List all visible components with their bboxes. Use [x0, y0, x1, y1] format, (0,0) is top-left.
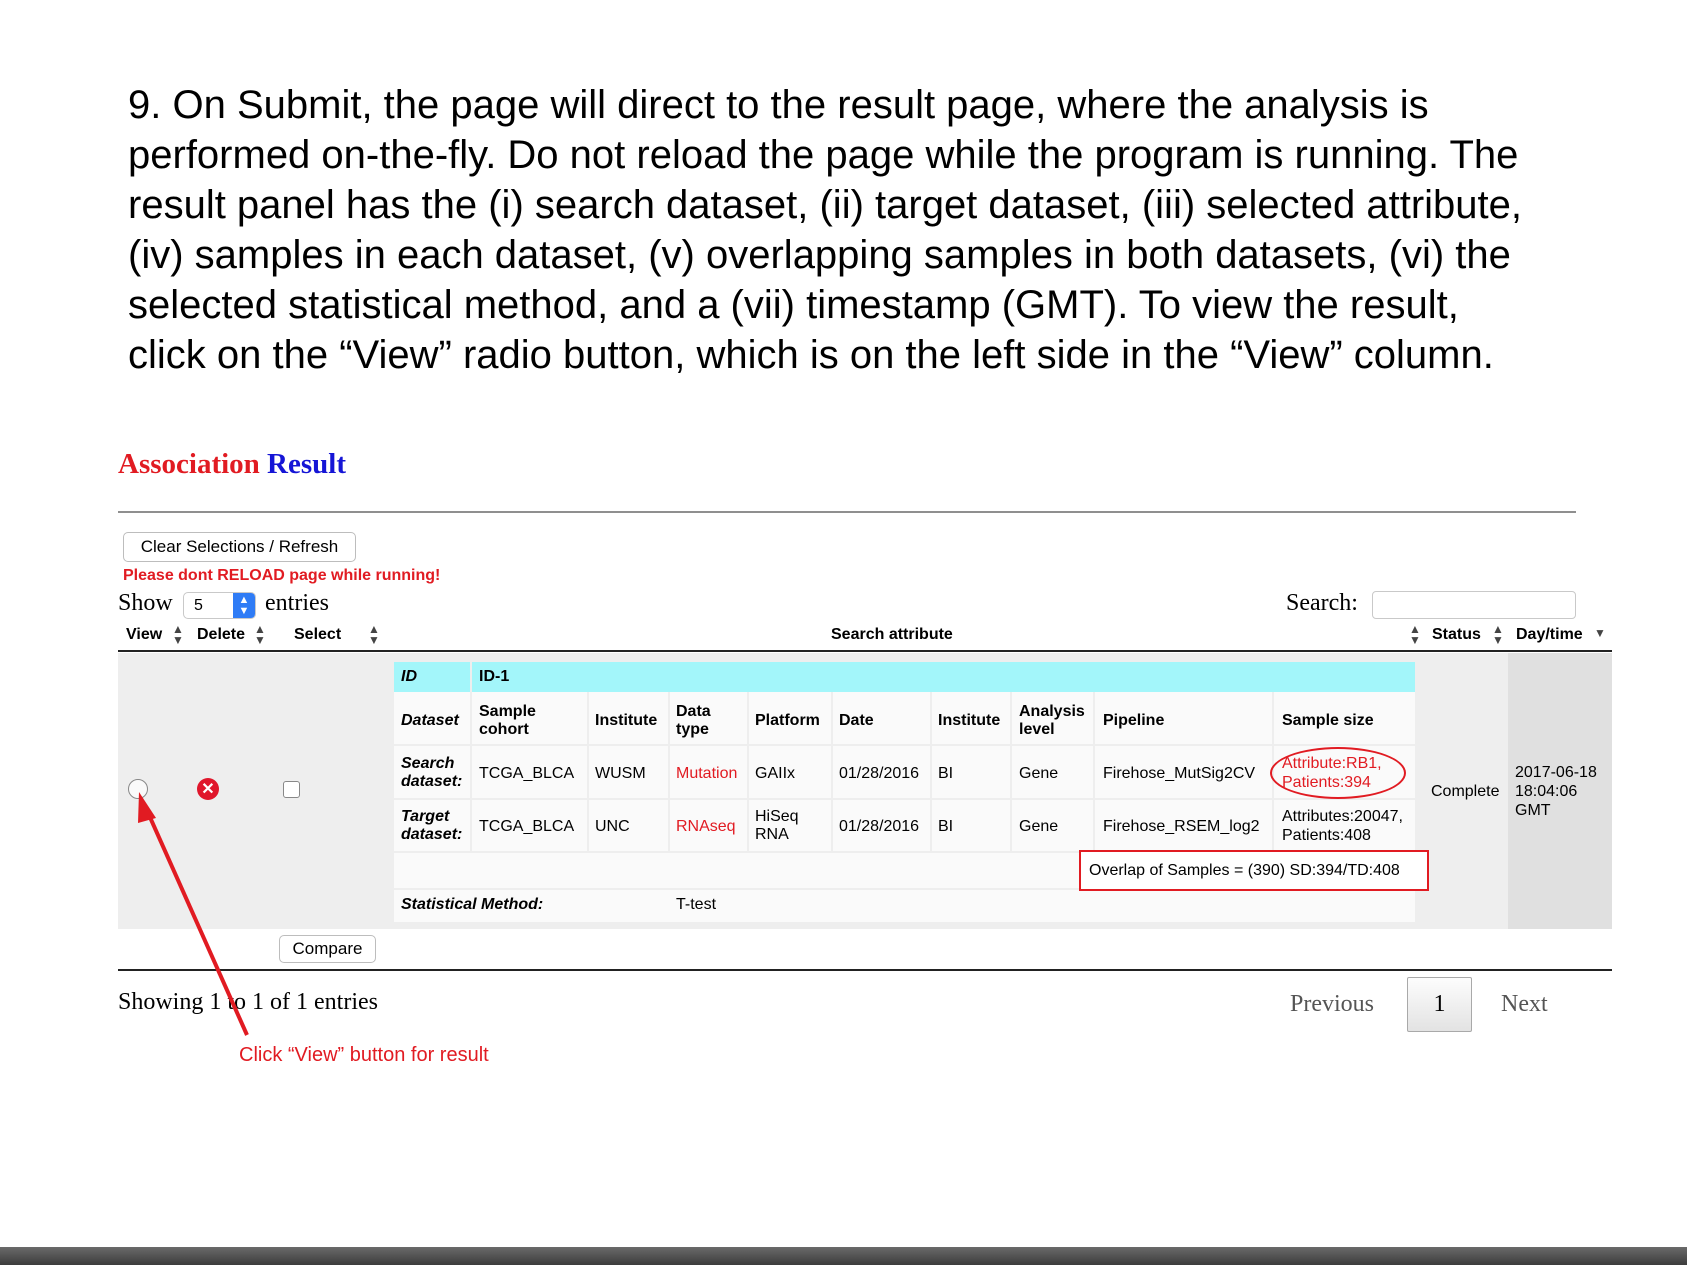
hdr-pipeline: Pipeline — [1103, 712, 1165, 729]
target-sample-size-patients: Patients:408 — [1282, 827, 1371, 844]
status-value: Complete — [1431, 783, 1500, 800]
hdr-sample-size: Sample size — [1282, 712, 1374, 729]
column-select[interactable]: Select — [294, 626, 342, 643]
hdr-data-type: Data type — [676, 703, 711, 738]
stat-method-value: T-test — [676, 896, 717, 913]
select-arrows-icon: ▲ ▼ — [233, 593, 255, 618]
search-sample-size-patients: Patients:394 — [1282, 774, 1371, 791]
target-data-type: RNAseq — [676, 818, 736, 835]
sort-view-icon[interactable]: ▲ ▼ — [172, 622, 184, 647]
compare-button[interactable]: Compare — [279, 935, 376, 963]
search-pipeline: Firehose_MutSig2CV — [1103, 765, 1256, 782]
clear-refresh-button[interactable]: Clear Selections / Refresh — [123, 532, 356, 562]
entries-select-value: 5 — [194, 597, 203, 614]
current-page-button[interactable]: 1 — [1407, 977, 1472, 1032]
sort-daytime-desc-icon[interactable]: ▼ — [1594, 626, 1606, 640]
search-dataset-label: Search dataset: — [401, 755, 463, 790]
target-sample-size-attributes: Attributes:20047, — [1282, 808, 1403, 825]
hdr-analysis-level: Analysis level — [1019, 703, 1085, 738]
hdr-institute-2: Institute — [938, 712, 1001, 729]
hdr-date: Date — [839, 712, 874, 729]
target-platform: HiSeq RNA — [755, 808, 799, 843]
search-level: Gene — [1019, 765, 1059, 782]
daytime-time: 18:04:06 — [1515, 783, 1578, 800]
delete-icon[interactable]: ✕ — [197, 778, 219, 800]
id-value: ID-1 — [479, 668, 510, 685]
title-result: Result — [267, 448, 346, 480]
search-cohort: TCGA_BLCA — [479, 765, 575, 782]
title-association: Association — [118, 448, 260, 480]
sort-delete-icon[interactable]: ▲ ▼ — [254, 622, 266, 647]
daytime-date: 2017-06-18 — [1515, 764, 1597, 781]
instructions-text: 9. On Submit, the page will direct to the result page, where the analysis is performed on-the-fly. Do not reload the page while the program is running. The result panel has the (i) search dataset, (ii) target dataset, (iii) selected attribute, (iv) samples in each dataset, (v) overlapping samples in both datasets, (vi) the selected statistical method, and a (vii) timestamp (GMT). To view the result, click on the “View” radio button, which is on the left side in the “View” column. — [128, 83, 1523, 377]
hdr-institute: Institute — [595, 712, 658, 729]
target-level: Gene — [1019, 818, 1059, 835]
search-institute-2: BI — [938, 765, 954, 782]
search-institute: WUSM — [595, 765, 646, 782]
daytime-tz: GMT — [1515, 802, 1551, 819]
stat-method-label: Statistical Method: — [401, 896, 544, 913]
target-cohort: TCGA_BLCA — [479, 818, 575, 835]
column-status[interactable]: Status — [1432, 626, 1481, 643]
target-institute: UNC — [595, 818, 630, 835]
sort-search-attribute-icon[interactable]: ▲ ▼ — [1409, 622, 1421, 647]
showing-info: Showing 1 to 1 of 1 entries — [118, 989, 378, 1015]
overlap-box: Overlap of Samples = (390) SD:394/TD:408 — [1079, 850, 1429, 891]
reload-warning: Please dont RELOAD page while running! — [123, 567, 441, 584]
previous-page-button[interactable]: Previous — [1290, 991, 1374, 1017]
entries-label: entries — [265, 590, 329, 616]
search-label: Search: — [1286, 590, 1358, 616]
search-sample-size-attribute: Attribute:RB1, — [1282, 755, 1382, 772]
column-delete[interactable]: Delete — [197, 626, 246, 643]
search-date: 01/28/2016 — [839, 765, 920, 782]
column-view[interactable]: View — [126, 626, 163, 643]
hdr-dataset: Dataset — [401, 712, 459, 729]
bottom-bar — [0, 1247, 1687, 1265]
search-data-type: Mutation — [676, 765, 738, 782]
annotation-callout: Click “View” button for result — [239, 1044, 489, 1066]
target-dataset-label: Target dataset: — [401, 808, 463, 843]
sort-status-icon[interactable]: ▲ ▼ — [1492, 622, 1504, 647]
column-search-attribute[interactable]: Search attribute — [831, 626, 953, 643]
target-institute-2: BI — [938, 818, 954, 835]
hdr-sample-cohort: Sample cohort — [479, 703, 536, 738]
column-daytime[interactable]: Day/time — [1516, 626, 1583, 643]
show-label: Show — [118, 590, 173, 616]
target-date: 01/28/2016 — [839, 818, 920, 835]
target-pipeline: Firehose_RSEM_log2 — [1103, 818, 1260, 835]
hdr-platform: Platform — [755, 712, 820, 729]
sort-select-icon[interactable]: ▲ ▼ — [368, 622, 380, 647]
id-label: ID — [401, 668, 417, 685]
next-page-button[interactable]: Next — [1501, 991, 1548, 1017]
search-platform: GAIIx — [755, 765, 796, 782]
